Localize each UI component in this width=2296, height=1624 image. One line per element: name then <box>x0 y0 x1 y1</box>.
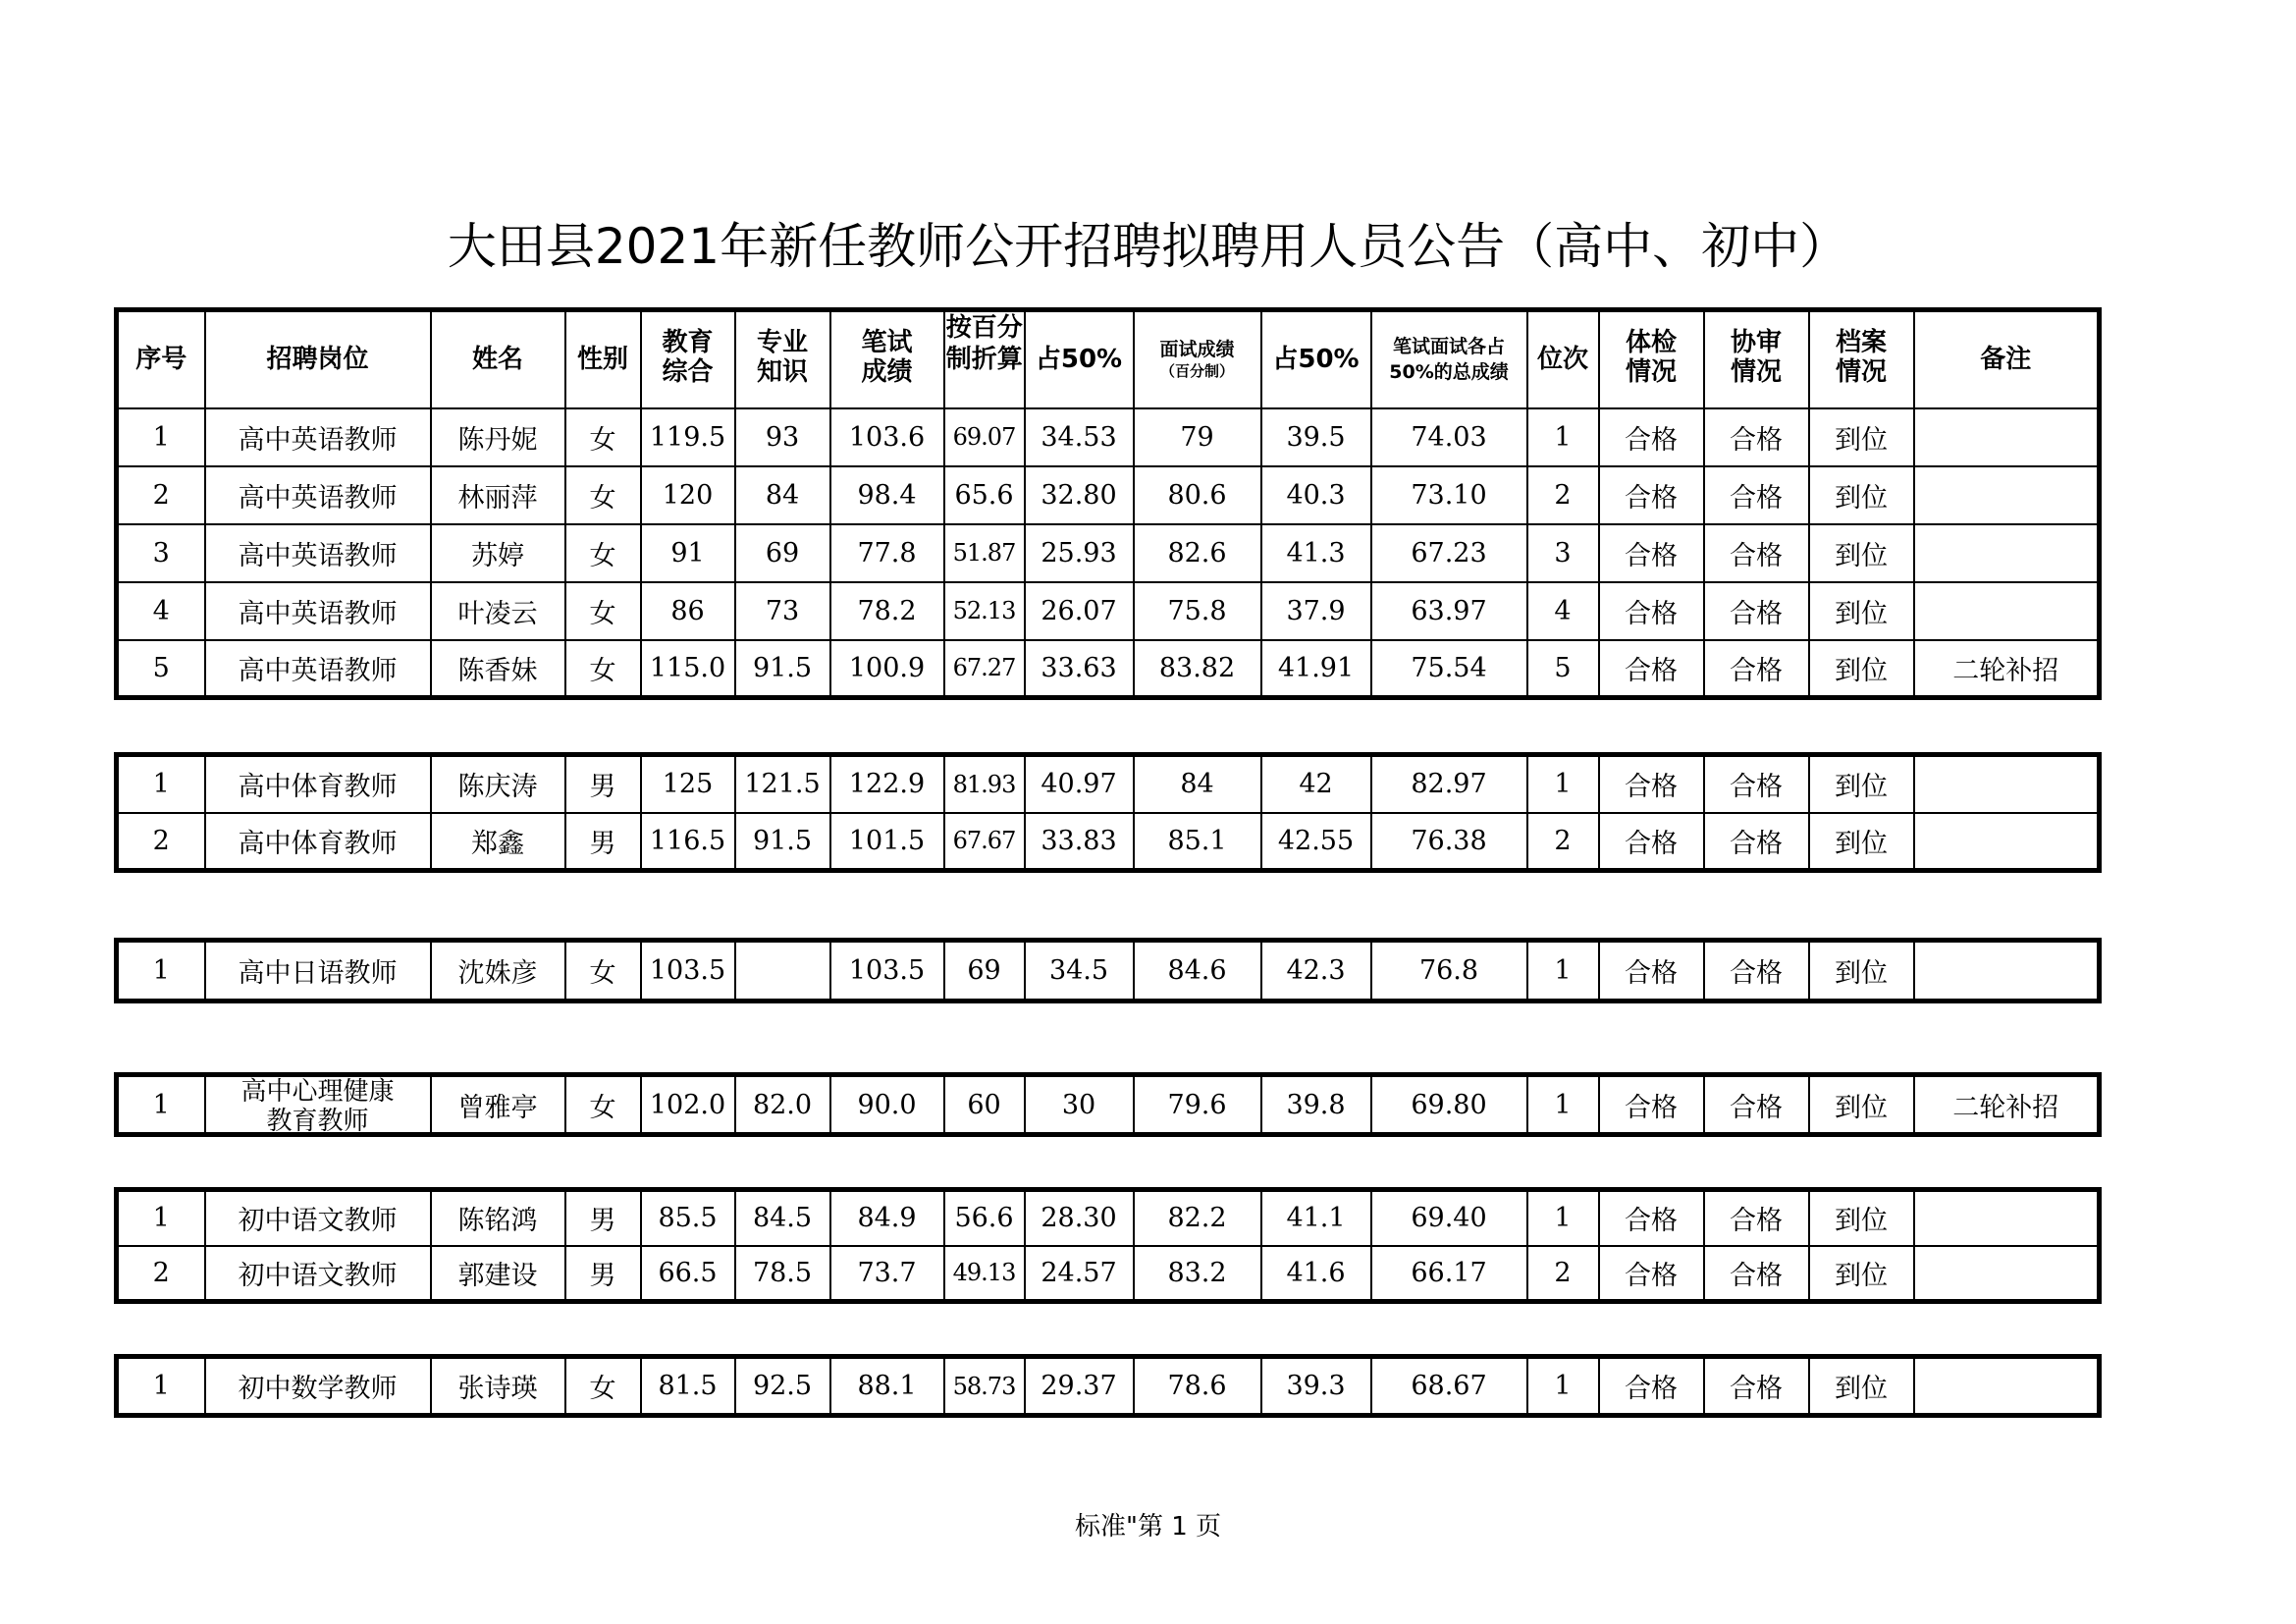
table-row <box>117 408 2100 466</box>
cell-written: 78.2 <box>830 582 944 640</box>
cell-remark <box>1914 466 2100 524</box>
cell-name: 林丽萍 <box>431 466 565 524</box>
cell-name: 张诗瑛 <box>431 1357 565 1416</box>
cell-archive: 到位 <box>1809 1357 1914 1416</box>
table-row <box>117 582 2100 640</box>
cell-pct1: 33.63 <box>1025 640 1134 698</box>
cell-pct2: 39.5 <box>1261 408 1371 466</box>
cell-total: 68.67 <box>1371 1357 1527 1416</box>
cell-position: 高中体育教师 <box>205 755 431 813</box>
header-remark: 备注 <box>1914 310 2100 408</box>
cell-converted: 81.93 <box>944 755 1025 813</box>
cell-interview: 83.2 <box>1134 1246 1261 1302</box>
cell-remark <box>1914 813 2100 871</box>
cell-written: 73.7 <box>830 1246 944 1302</box>
results-table-pe <box>114 752 2102 873</box>
cell-review: 合格 <box>1704 524 1809 582</box>
cell-rank: 4 <box>1527 582 1599 640</box>
cell-interview: 75.8 <box>1134 582 1261 640</box>
cell-review: 合格 <box>1704 755 1809 813</box>
cell-written: 122.9 <box>830 755 944 813</box>
cell-physical: 合格 <box>1599 941 1704 1001</box>
header-converted: 按百分制折算 <box>944 310 1025 408</box>
results-table-chinese <box>114 1187 2102 1304</box>
cell-pct1: 28.30 <box>1025 1190 1134 1246</box>
table-row <box>117 1357 2100 1416</box>
cell-pct1: 26.07 <box>1025 582 1134 640</box>
cell-name: 陈香妹 <box>431 640 565 698</box>
cell-physical: 合格 <box>1599 640 1704 698</box>
cell-written: 84.9 <box>830 1190 944 1246</box>
table-row <box>117 1246 2100 1302</box>
cell-archive: 到位 <box>1809 1190 1914 1246</box>
cell-review: 合格 <box>1704 408 1809 466</box>
header-gender: 性别 <box>565 310 641 408</box>
cell-rank: 3 <box>1527 524 1599 582</box>
cell-converted: 69.07 <box>944 408 1025 466</box>
cell-archive: 到位 <box>1809 941 1914 1001</box>
cell-gender: 男 <box>565 813 641 871</box>
cell-review: 合格 <box>1704 582 1809 640</box>
cell-pct2: 42.55 <box>1261 813 1371 871</box>
cell-review: 合格 <box>1704 1357 1809 1416</box>
cell-remark: 二轮补招 <box>1914 1075 2100 1135</box>
cell-rank: 1 <box>1527 1357 1599 1416</box>
header-seq: 序号 <box>117 310 205 408</box>
cell-pct1: 25.93 <box>1025 524 1134 582</box>
header-review: 协审情况 <box>1704 310 1809 408</box>
cell-prof: 84.5 <box>735 1190 830 1246</box>
cell-remark <box>1914 1357 2100 1416</box>
cell-rank: 2 <box>1527 1246 1599 1302</box>
table-row <box>117 755 2100 813</box>
cell-prof: 84 <box>735 466 830 524</box>
cell-interview: 78.6 <box>1134 1357 1261 1416</box>
cell-position: 高中日语教师 <box>205 941 431 1001</box>
cell-gender: 女 <box>565 1075 641 1135</box>
results-table-japanese <box>114 938 2102 1003</box>
cell-gender: 女 <box>565 582 641 640</box>
cell-physical: 合格 <box>1599 755 1704 813</box>
cell-pct2: 39.3 <box>1261 1357 1371 1416</box>
cell-pct2: 41.91 <box>1261 640 1371 698</box>
cell-prof: 91.5 <box>735 813 830 871</box>
cell-gender: 男 <box>565 1246 641 1302</box>
cell-archive: 到位 <box>1809 524 1914 582</box>
cell-physical: 合格 <box>1599 1357 1704 1416</box>
cell-total: 76.8 <box>1371 941 1527 1001</box>
cell-gender: 男 <box>565 755 641 813</box>
cell-edu: 116.5 <box>641 813 735 871</box>
header-prof: 专业知识 <box>735 310 830 408</box>
cell-seq: 3 <box>117 524 205 582</box>
cell-pct2: 40.3 <box>1261 466 1371 524</box>
cell-archive: 到位 <box>1809 466 1914 524</box>
header-total: 笔试面试各占50%的总成绩 <box>1371 310 1527 408</box>
cell-position: 高中英语教师 <box>205 524 431 582</box>
cell-gender: 男 <box>565 1190 641 1246</box>
cell-physical: 合格 <box>1599 1190 1704 1246</box>
header-edu: 教育综合 <box>641 310 735 408</box>
cell-pct2: 37.9 <box>1261 582 1371 640</box>
cell-physical: 合格 <box>1599 1075 1704 1135</box>
table-header-row <box>117 310 2100 408</box>
cell-rank: 1 <box>1527 755 1599 813</box>
cell-remark <box>1914 524 2100 582</box>
cell-written: 100.9 <box>830 640 944 698</box>
cell-archive: 到位 <box>1809 640 1914 698</box>
cell-converted: 69 <box>944 941 1025 1001</box>
cell-name: 陈庆涛 <box>431 755 565 813</box>
cell-total: 75.54 <box>1371 640 1527 698</box>
cell-rank: 5 <box>1527 640 1599 698</box>
cell-archive: 到位 <box>1809 1075 1914 1135</box>
cell-total: 69.80 <box>1371 1075 1527 1135</box>
cell-converted: 58.73 <box>944 1357 1025 1416</box>
table-row <box>117 941 2100 1001</box>
cell-total: 74.03 <box>1371 408 1527 466</box>
cell-gender: 女 <box>565 1357 641 1416</box>
cell-edu: 81.5 <box>641 1357 735 1416</box>
page-footer: 标准"第 1 页 <box>1074 1512 1222 1542</box>
cell-position: 高中英语教师 <box>205 582 431 640</box>
results-table-english <box>114 307 2102 700</box>
header-rank: 位次 <box>1527 310 1599 408</box>
cell-total: 63.97 <box>1371 582 1527 640</box>
cell-seq: 1 <box>117 755 205 813</box>
cell-edu: 119.5 <box>641 408 735 466</box>
cell-prof: 82.0 <box>735 1075 830 1135</box>
table-row <box>117 640 2100 698</box>
table-row <box>117 466 2100 524</box>
cell-archive: 到位 <box>1809 408 1914 466</box>
cell-seq: 1 <box>117 941 205 1001</box>
cell-converted: 67.67 <box>944 813 1025 871</box>
cell-pct1: 34.5 <box>1025 941 1134 1001</box>
cell-rank: 1 <box>1527 1075 1599 1135</box>
cell-review: 合格 <box>1704 640 1809 698</box>
cell-position: 高中心理健康教育教师 <box>205 1075 431 1135</box>
cell-prof: 91.5 <box>735 640 830 698</box>
cell-position: 高中英语教师 <box>205 408 431 466</box>
cell-physical: 合格 <box>1599 582 1704 640</box>
cell-seq: 5 <box>117 640 205 698</box>
cell-pct2: 41.6 <box>1261 1246 1371 1302</box>
cell-interview: 85.1 <box>1134 813 1261 871</box>
cell-remark <box>1914 755 2100 813</box>
header-archive: 档案情况 <box>1809 310 1914 408</box>
cell-written: 101.5 <box>830 813 944 871</box>
cell-converted: 51.87 <box>944 524 1025 582</box>
cell-remark <box>1914 1246 2100 1302</box>
cell-name: 郑鑫 <box>431 813 565 871</box>
cell-total: 67.23 <box>1371 524 1527 582</box>
cell-total: 76.38 <box>1371 813 1527 871</box>
cell-edu: 85.5 <box>641 1190 735 1246</box>
cell-interview: 83.82 <box>1134 640 1261 698</box>
cell-written: 103.5 <box>830 941 944 1001</box>
cell-position: 初中数学教师 <box>205 1357 431 1416</box>
cell-remark <box>1914 1190 2100 1246</box>
cell-edu: 66.5 <box>641 1246 735 1302</box>
cell-edu: 86 <box>641 582 735 640</box>
cell-edu: 91 <box>641 524 735 582</box>
cell-interview: 79 <box>1134 408 1261 466</box>
cell-written: 77.8 <box>830 524 944 582</box>
cell-archive: 到位 <box>1809 582 1914 640</box>
cell-prof: 93 <box>735 408 830 466</box>
table-row <box>117 524 2100 582</box>
results-table-math <box>114 1354 2102 1418</box>
cell-total: 82.97 <box>1371 755 1527 813</box>
cell-archive: 到位 <box>1809 1246 1914 1302</box>
header-position: 招聘岗位 <box>205 310 431 408</box>
cell-position: 高中英语教师 <box>205 640 431 698</box>
cell-seq: 2 <box>117 466 205 524</box>
cell-physical: 合格 <box>1599 524 1704 582</box>
cell-rank: 1 <box>1527 941 1599 1001</box>
cell-pct1: 40.97 <box>1025 755 1134 813</box>
cell-pct1: 30 <box>1025 1075 1134 1135</box>
cell-pct2: 41.1 <box>1261 1190 1371 1246</box>
cell-prof: 121.5 <box>735 755 830 813</box>
header-written: 笔试成绩 <box>830 310 944 408</box>
header-name: 姓名 <box>431 310 565 408</box>
cell-pct1: 32.80 <box>1025 466 1134 524</box>
cell-review: 合格 <box>1704 1246 1809 1302</box>
cell-gender: 女 <box>565 524 641 582</box>
cell-interview: 80.6 <box>1134 466 1261 524</box>
cell-name: 沈姝彦 <box>431 941 565 1001</box>
cell-seq: 2 <box>117 1246 205 1302</box>
cell-prof: 92.5 <box>735 1357 830 1416</box>
cell-gender: 女 <box>565 640 641 698</box>
cell-physical: 合格 <box>1599 408 1704 466</box>
cell-review: 合格 <box>1704 941 1809 1001</box>
header-pct1: 占50% <box>1025 310 1134 408</box>
cell-position: 高中英语教师 <box>205 466 431 524</box>
cell-pct1: 24.57 <box>1025 1246 1134 1302</box>
results-table-psychology <box>114 1072 2102 1137</box>
cell-gender: 女 <box>565 941 641 1001</box>
cell-seq: 1 <box>117 408 205 466</box>
cell-name: 郭建设 <box>431 1246 565 1302</box>
table-row <box>117 1190 2100 1246</box>
cell-gender: 女 <box>565 408 641 466</box>
cell-edu: 115.0 <box>641 640 735 698</box>
cell-interview: 82.6 <box>1134 524 1261 582</box>
cell-name: 陈丹妮 <box>431 408 565 466</box>
cell-name: 苏婷 <box>431 524 565 582</box>
cell-name: 陈铭鸿 <box>431 1190 565 1246</box>
cell-remark <box>1914 941 2100 1001</box>
cell-position: 初中语文教师 <box>205 1190 431 1246</box>
cell-written: 98.4 <box>830 466 944 524</box>
cell-edu: 125 <box>641 755 735 813</box>
cell-remark <box>1914 582 2100 640</box>
cell-converted: 67.27 <box>944 640 1025 698</box>
cell-edu: 120 <box>641 466 735 524</box>
cell-review: 合格 <box>1704 1075 1809 1135</box>
cell-review: 合格 <box>1704 813 1809 871</box>
cell-total: 66.17 <box>1371 1246 1527 1302</box>
cell-converted: 65.6 <box>944 466 1025 524</box>
header-pct2: 占50% <box>1261 310 1371 408</box>
cell-rank: 2 <box>1527 813 1599 871</box>
cell-physical: 合格 <box>1599 1246 1704 1302</box>
cell-pct2: 39.8 <box>1261 1075 1371 1135</box>
cell-seq: 2 <box>117 813 205 871</box>
cell-pct1: 34.53 <box>1025 408 1134 466</box>
cell-written: 88.1 <box>830 1357 944 1416</box>
cell-seq: 4 <box>117 582 205 640</box>
cell-pct1: 33.83 <box>1025 813 1134 871</box>
cell-written: 90.0 <box>830 1075 944 1135</box>
cell-rank: 1 <box>1527 1190 1599 1246</box>
cell-edu: 102.0 <box>641 1075 735 1135</box>
page-title: 大田县2021年新任教师公开招聘拟聘用人员公告（高中、初中） <box>447 218 1849 275</box>
cell-interview: 79.6 <box>1134 1075 1261 1135</box>
cell-seq: 1 <box>117 1075 205 1135</box>
cell-pct2: 41.3 <box>1261 524 1371 582</box>
cell-review: 合格 <box>1704 1190 1809 1246</box>
header-physical: 体检情况 <box>1599 310 1704 408</box>
cell-position: 初中语文教师 <box>205 1246 431 1302</box>
header-interview: 面试成绩 （百分制） <box>1134 310 1261 408</box>
cell-converted: 60 <box>944 1075 1025 1135</box>
cell-written: 103.6 <box>830 408 944 466</box>
cell-interview: 84 <box>1134 755 1261 813</box>
cell-name: 叶凌云 <box>431 582 565 640</box>
cell-converted: 56.6 <box>944 1190 1025 1246</box>
cell-name: 曾雅亭 <box>431 1075 565 1135</box>
cell-total: 69.40 <box>1371 1190 1527 1246</box>
cell-seq: 1 <box>117 1190 205 1246</box>
cell-interview: 84.6 <box>1134 941 1261 1001</box>
cell-archive: 到位 <box>1809 755 1914 813</box>
cell-review: 合格 <box>1704 466 1809 524</box>
cell-physical: 合格 <box>1599 466 1704 524</box>
cell-physical: 合格 <box>1599 813 1704 871</box>
cell-converted: 49.13 <box>944 1246 1025 1302</box>
cell-seq: 1 <box>117 1357 205 1416</box>
cell-archive: 到位 <box>1809 813 1914 871</box>
cell-position: 高中体育教师 <box>205 813 431 871</box>
table-row <box>117 813 2100 871</box>
cell-prof <box>735 941 830 1001</box>
cell-remark <box>1914 408 2100 466</box>
cell-pct2: 42 <box>1261 755 1371 813</box>
table-row <box>117 1075 2100 1135</box>
cell-edu: 103.5 <box>641 941 735 1001</box>
cell-rank: 1 <box>1527 408 1599 466</box>
cell-rank: 2 <box>1527 466 1599 524</box>
cell-pct2: 42.3 <box>1261 941 1371 1001</box>
cell-gender: 女 <box>565 466 641 524</box>
cell-interview: 82.2 <box>1134 1190 1261 1246</box>
cell-prof: 73 <box>735 582 830 640</box>
cell-total: 73.10 <box>1371 466 1527 524</box>
cell-pct1: 29.37 <box>1025 1357 1134 1416</box>
cell-prof: 69 <box>735 524 830 582</box>
cell-converted: 52.13 <box>944 582 1025 640</box>
cell-prof: 78.5 <box>735 1246 830 1302</box>
cell-remark: 二轮补招 <box>1914 640 2100 698</box>
